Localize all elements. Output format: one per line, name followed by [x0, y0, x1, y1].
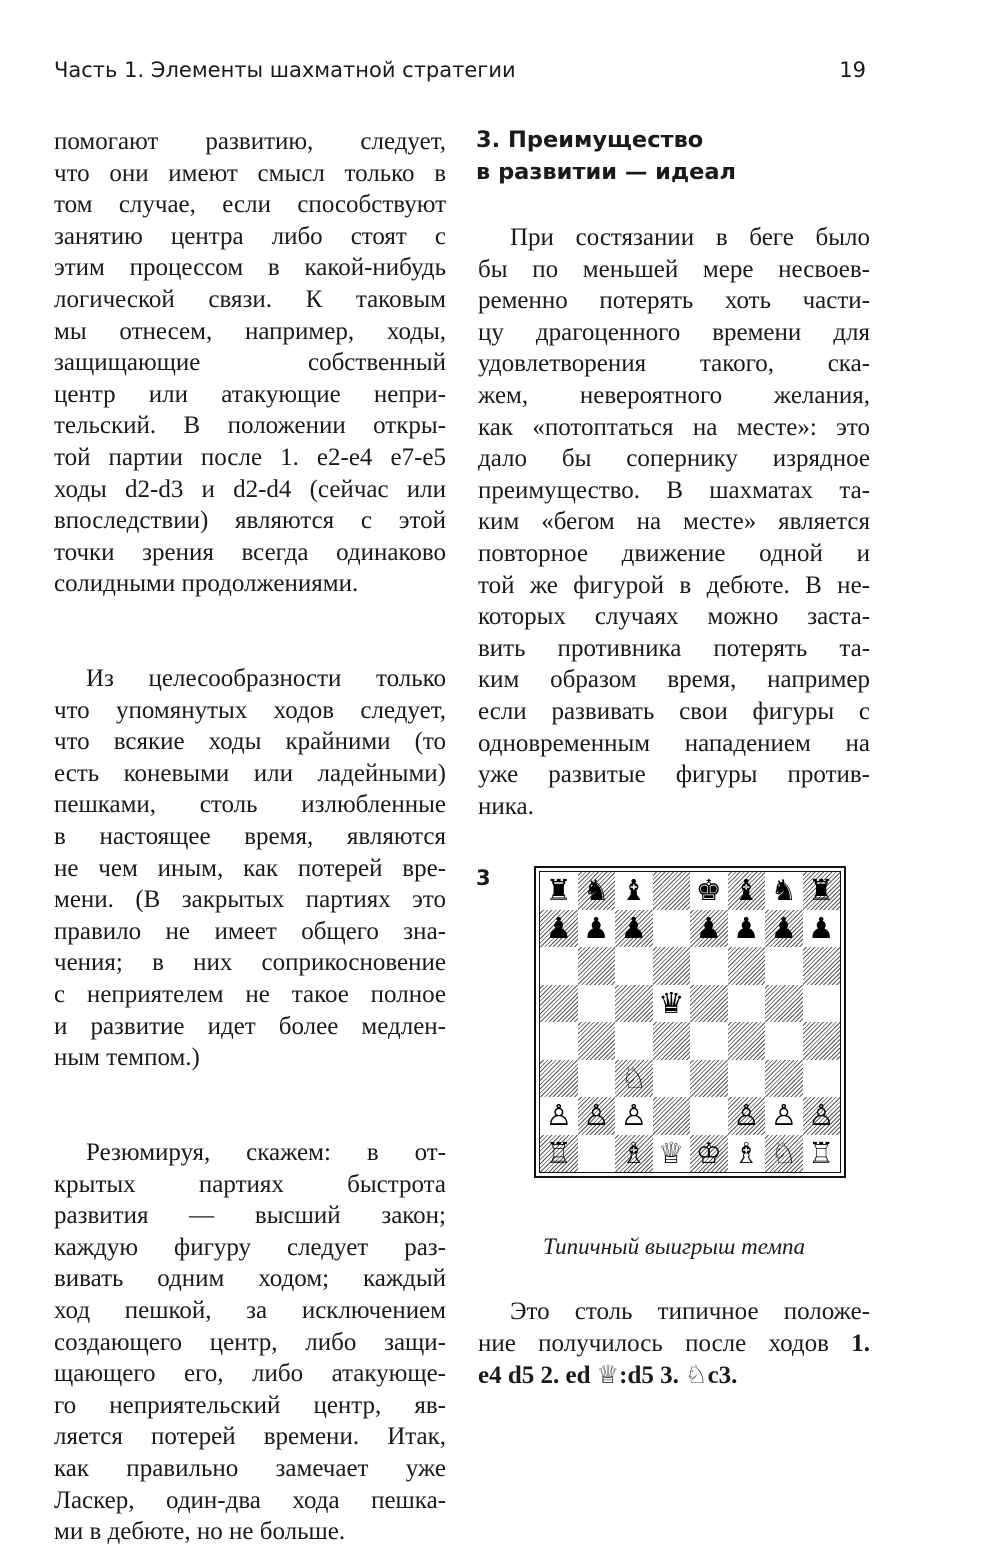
commentary-text: ние получилось после ходов: [478, 1329, 852, 1357]
chess-piece-icon: ♟: [770, 910, 797, 945]
square-d7: [653, 910, 691, 948]
square-e2: [690, 1097, 728, 1135]
chess-piece-icon: ♟: [620, 910, 647, 945]
square-d8: [653, 872, 691, 910]
text-line: центр или атакующие непри-: [54, 380, 446, 408]
chess-piece-icon: ♞: [583, 873, 610, 908]
square-d5: [653, 985, 691, 1023]
text-line: что они имеют смысл только в: [54, 159, 446, 187]
square-e8: [690, 872, 728, 910]
page-number: 19: [839, 58, 866, 82]
text-line: повторное движение одной и: [478, 539, 870, 567]
diagram-number: 3: [476, 866, 491, 890]
text-line: мы отнесем, например, ходы,: [54, 317, 446, 345]
text-line: тельский. В положении откры-: [54, 412, 446, 440]
square-a6: [540, 947, 578, 985]
chess-piece-icon: ♚: [695, 873, 722, 908]
text-line: в настоящее время, являются: [54, 823, 446, 851]
section-heading: [476, 124, 876, 188]
text-line: логической связи. К таковым: [54, 285, 446, 313]
text-line: дало бы сопернику изрядное: [478, 445, 870, 473]
square-b1: [578, 1135, 616, 1173]
square-f6: [728, 947, 766, 985]
square-h7: [803, 910, 841, 948]
square-h5: [803, 985, 841, 1023]
square-g6: [765, 947, 803, 985]
text-line: пешками, столь излюбленные: [54, 791, 446, 819]
text-line: мени. (В закрытых партиях это: [54, 886, 446, 914]
chess-piece-icon: ♙: [733, 1098, 760, 1133]
text-line: жем, невероятного желания,: [478, 381, 870, 409]
square-c7: [615, 910, 653, 948]
text-line: есть коневыми или ладейными): [54, 759, 446, 787]
square-g7: [765, 910, 803, 948]
text-line: крытых партиях быстрота: [54, 1170, 446, 1198]
move-text: :d5 3.: [619, 1362, 686, 1390]
text-line: развития — высший закон;: [54, 1202, 446, 1230]
text-line: занятию центра либо стоят с: [54, 222, 446, 250]
text-line: солидными продолжениями.: [54, 570, 359, 598]
right-paragraph-1: [478, 222, 870, 822]
square-h1: [803, 1135, 841, 1173]
text-line: цу драгоценного времени для: [478, 318, 870, 346]
chess-piece-icon: ♖: [808, 1135, 835, 1170]
text-line: что упомянутых ходов следует,: [54, 696, 446, 724]
square-c8: [615, 872, 653, 910]
square-g5: [765, 985, 803, 1023]
chess-piece-icon: ♗: [620, 1135, 647, 1170]
text-line: с неприятелем не такое полное: [54, 981, 446, 1009]
knight-icon: ♘: [685, 1360, 708, 1390]
chess-piece-icon: ♞: [770, 873, 797, 908]
text-line: ляется потерей времени. Итак,: [54, 1423, 446, 1451]
commentary-text: Это столь типичное положе-: [510, 1298, 870, 1325]
chess-piece-icon: ♝: [733, 873, 760, 908]
chess-diagram: [534, 866, 846, 1178]
chess-piece-icon: ♜: [545, 873, 572, 908]
square-h4: [803, 1022, 841, 1060]
square-c2: [615, 1097, 653, 1135]
square-e4: [690, 1022, 728, 1060]
square-a3: [540, 1060, 578, 1098]
square-a5: [540, 985, 578, 1023]
chess-piece-icon: ♕: [658, 1135, 685, 1170]
move-text: c3.: [707, 1362, 738, 1390]
text-line: При состязании в беге было: [510, 224, 870, 251]
text-line: ременно потерять хоть части-: [478, 287, 870, 315]
square-a1: [540, 1135, 578, 1173]
text-line: правило не имеет общего зна-: [54, 917, 446, 945]
text-line: вить противника потерять та-: [478, 634, 870, 662]
square-c1: [615, 1135, 653, 1173]
square-b7: [578, 910, 616, 948]
square-g3: [765, 1060, 803, 1098]
square-b2: [578, 1097, 616, 1135]
text-line: бы по меньшей мере несвоев-: [478, 255, 870, 283]
text-line: каждую фигуру следует раз-: [54, 1233, 446, 1261]
text-line: [478, 1328, 870, 1360]
square-b5: [578, 985, 616, 1023]
square-f3: [728, 1060, 766, 1098]
text-line: если развивать свои фигуры с: [478, 697, 870, 725]
text-line: го неприятельский центр, яв-: [54, 1391, 446, 1419]
chess-piece-icon: ♘: [620, 1060, 647, 1095]
text-line: что всякие ходы крайними (то: [54, 728, 446, 756]
text-line: точки зрения всегда одинаково: [54, 538, 446, 566]
queen-icon: ♕: [596, 1360, 620, 1390]
chess-piece-icon: ♜: [808, 873, 835, 908]
text-line: преимущество. В шахматах та-: [478, 476, 870, 504]
chess-piece-icon: ♙: [545, 1098, 572, 1133]
chess-piece-icon: ♙: [583, 1098, 610, 1133]
text-line: Ласкер, один-два хода пешка-: [54, 1486, 446, 1514]
square-d4: [653, 1022, 691, 1060]
text-line: как правильно замечает уже: [54, 1454, 446, 1482]
text-line: впоследствии) являются с этой: [54, 507, 446, 535]
text-line: Резюмируя, скажем: в от-: [86, 1139, 446, 1166]
text-line: том случае, если способствуют: [54, 191, 446, 219]
chess-piece-icon: ♙: [620, 1098, 647, 1133]
text-line: чения; в них соприкосновение: [54, 949, 446, 977]
chess-piece-icon: ♟: [733, 910, 760, 945]
text-line: ким «бегом на месте» является: [478, 508, 870, 536]
square-f1: [728, 1135, 766, 1173]
move-number: 1.: [851, 1329, 870, 1357]
chess-piece-icon: ♘: [770, 1135, 797, 1170]
text-line: этим процессом в какой-нибудь: [54, 254, 446, 282]
left-paragraph-1: [54, 126, 446, 600]
text-line: помогают развитию, следует,: [54, 128, 446, 155]
text-line: которых случаях можно заста-: [478, 603, 870, 631]
square-c6: [615, 947, 653, 985]
square-d2: [653, 1097, 691, 1135]
right-column: [478, 222, 870, 822]
square-d1: [653, 1135, 691, 1173]
chess-piece-icon: ♖: [545, 1135, 572, 1170]
text-line: одновременным нападением на: [478, 729, 870, 757]
square-e1: [690, 1135, 728, 1173]
square-g4: [765, 1022, 803, 1060]
square-a8: [540, 872, 578, 910]
text-line: Из целесообразности только: [86, 665, 446, 693]
chess-board: [539, 871, 841, 1173]
chess-piece-icon: ♙: [770, 1098, 797, 1133]
square-b6: [578, 947, 616, 985]
chess-piece-icon: ♛: [658, 985, 685, 1020]
text-line: создающего центр, либо защи-: [54, 1328, 446, 1356]
chess-piece-icon: ♔: [695, 1135, 722, 1170]
text-line: не чем иным, как потерей вре-: [54, 854, 446, 882]
square-d6: [653, 947, 691, 985]
diagram-commentary: [478, 1296, 870, 1392]
text-line: и развитие идет более медлен-: [54, 1012, 446, 1040]
square-g2: [765, 1097, 803, 1135]
chess-piece-icon: ♟: [808, 910, 835, 945]
square-f7: [728, 910, 766, 948]
square-h2: [803, 1097, 841, 1135]
section-heading-line: в развитии — идеал: [476, 159, 737, 185]
square-e5: [690, 985, 728, 1023]
text-line: ника.: [478, 792, 534, 820]
square-a4: [540, 1022, 578, 1060]
text-line: вивать одним ходом; каждый: [54, 1265, 446, 1293]
left-column: [54, 126, 446, 1548]
square-f2: [728, 1097, 766, 1135]
square-h6: [803, 947, 841, 985]
square-f8: [728, 872, 766, 910]
text-line: [478, 1296, 870, 1328]
square-a2: [540, 1097, 578, 1135]
moves-line: [478, 1359, 870, 1392]
text-line: ходы d2-d3 и d2-d4 (сейчас или: [54, 475, 446, 503]
chess-piece-icon: ♗: [733, 1135, 760, 1170]
section-heading-line: 3. Преимущество: [476, 127, 704, 153]
square-b4: [578, 1022, 616, 1060]
square-b3: [578, 1060, 616, 1098]
square-f4: [728, 1022, 766, 1060]
square-c3: [615, 1060, 653, 1098]
square-h3: [803, 1060, 841, 1098]
running-head: [54, 58, 866, 92]
square-a7: [540, 910, 578, 948]
move-text: e4 d5 2. ed: [478, 1362, 597, 1390]
square-e3: [690, 1060, 728, 1098]
chess-piece-icon: ♟: [545, 910, 572, 945]
square-g8: [765, 872, 803, 910]
text-line: щающего его, либо атакующе-: [54, 1360, 446, 1388]
text-line: ход пешкой, за исключением: [54, 1296, 446, 1324]
text-line: той партии после 1. e2-e4 e7-e5: [54, 443, 446, 471]
square-b8: [578, 872, 616, 910]
square-f5: [728, 985, 766, 1023]
text-line: удовлетворения такого, ска-: [478, 350, 870, 378]
text-line: ным темпом.): [54, 1044, 200, 1072]
chess-piece-icon: ♟: [695, 910, 722, 945]
square-e7: [690, 910, 728, 948]
left-paragraph-3: [54, 1137, 446, 1548]
text-line: ми в дебюте, но не больше.: [54, 1518, 346, 1546]
chess-piece-icon: ♙: [808, 1098, 835, 1133]
left-paragraph-2: [54, 663, 446, 1074]
square-c5: [615, 985, 653, 1023]
square-g1: [765, 1135, 803, 1173]
chess-piece-icon: ♝: [620, 873, 647, 908]
text-line: той же фигурой в дебюте. В не-: [478, 571, 870, 599]
diagram-caption: Типичный выигрыш темпа: [542, 1234, 806, 1259]
text-line: защищающие собственный: [54, 349, 446, 377]
square-h8: [803, 872, 841, 910]
text-line: ким образом время, например: [478, 666, 870, 694]
square-e6: [690, 947, 728, 985]
chess-piece-icon: ♟: [583, 910, 610, 945]
text-line: уже развитые фигуры против-: [478, 761, 870, 789]
running-title: Часть 1. Элементы шахматной стратегии: [54, 58, 516, 82]
square-d3: [653, 1060, 691, 1098]
text-line: как «потоптаться на месте»: это: [478, 413, 870, 441]
square-c4: [615, 1022, 653, 1060]
